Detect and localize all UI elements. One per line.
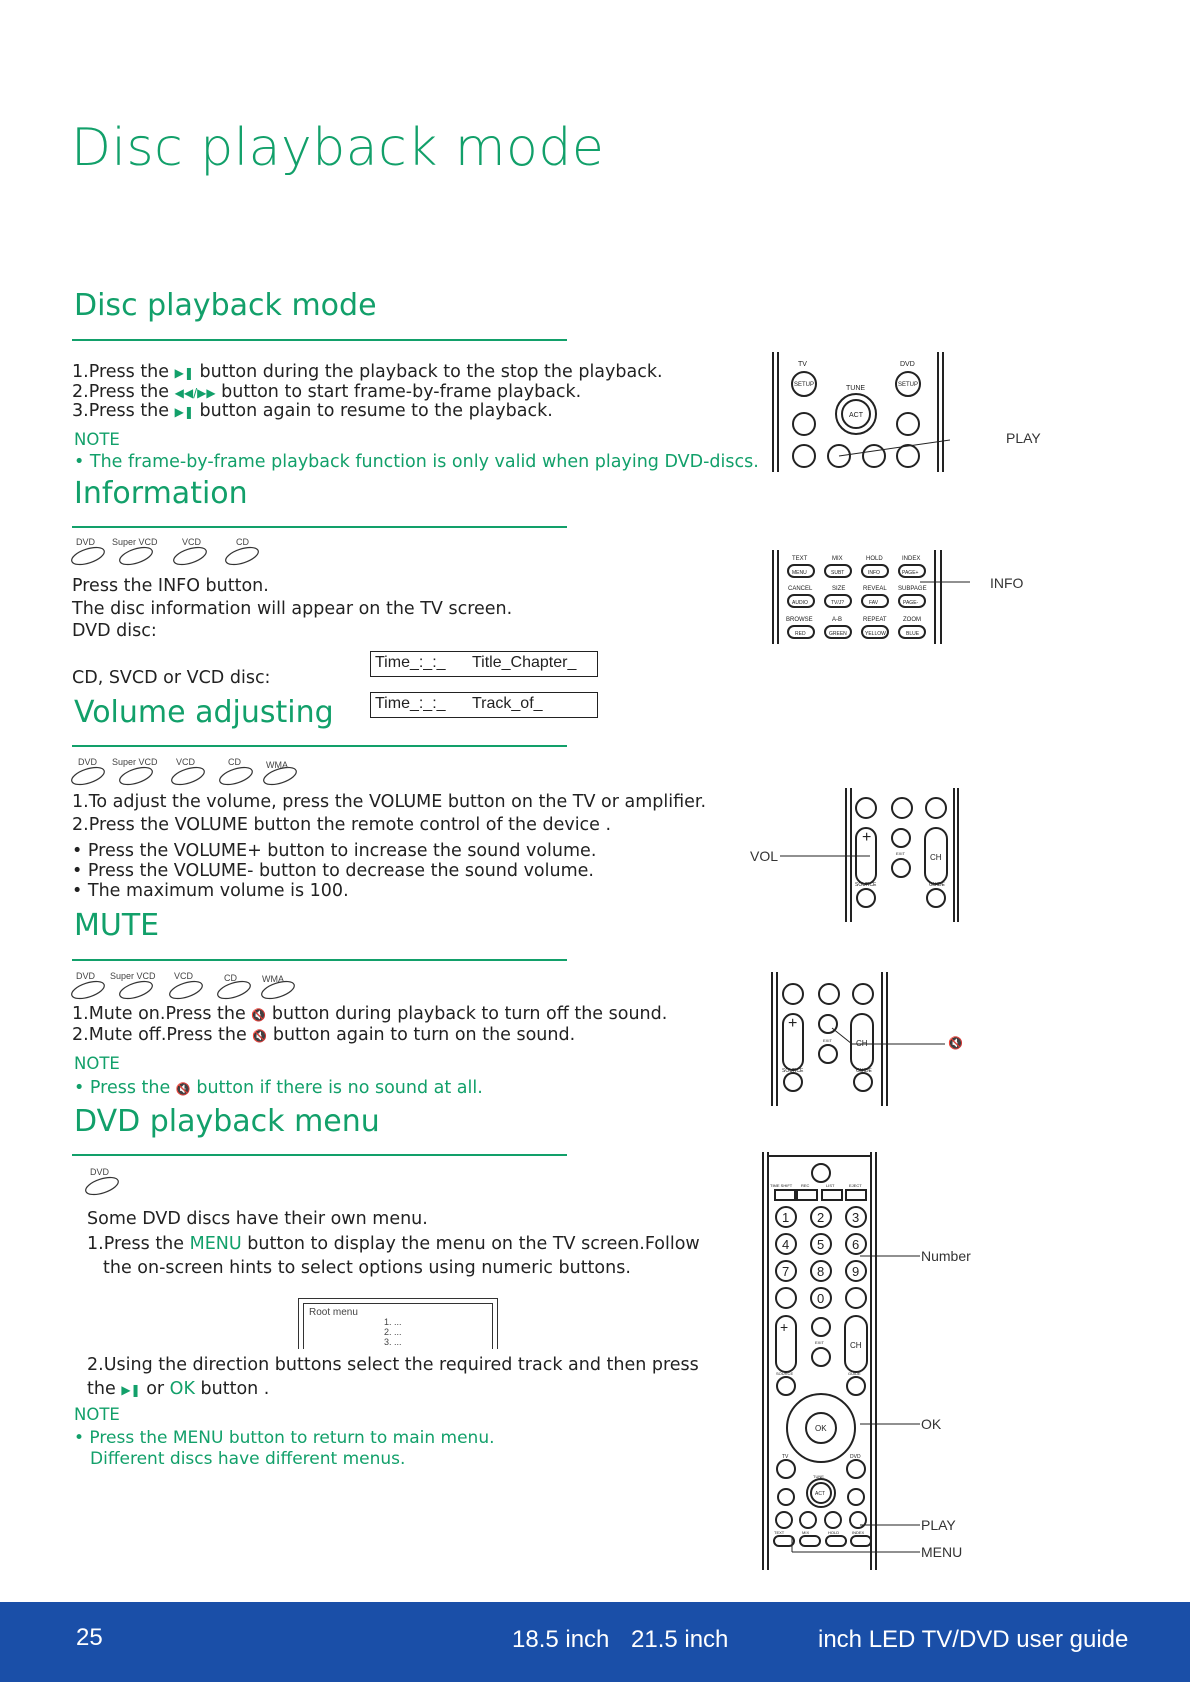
remote-text: RED <box>795 631 806 637</box>
vol-plus-icon: + <box>862 829 872 846</box>
source-button <box>777 1377 795 1395</box>
menu-line-4: 2.Using the direction buttons select the required track and then press <box>87 1355 699 1375</box>
disc-type-icons <box>70 536 270 566</box>
callout-play-2: PLAY <box>921 1517 956 1533</box>
remote-text: GREEN <box>829 631 847 637</box>
volume-line-2: 2.Press the VOLUME button the remote control of the device . <box>72 815 612 835</box>
disc-icon <box>170 764 207 786</box>
callout-line <box>839 440 950 456</box>
remote-text: REVEAL <box>863 586 887 592</box>
dvd-time: Time_:_:_ <box>375 654 446 671</box>
menu-line-3: the on-screen hints to select options using numeric buttons. <box>103 1258 631 1278</box>
menu-line-1: Some DVD discs have their own menu. <box>87 1209 428 1229</box>
remote-text: SETUP <box>898 382 919 388</box>
remote-text: EJECT <box>849 1183 862 1188</box>
disc-label-svcd: Super VCD <box>112 757 158 767</box>
mute-icon: 🔇 <box>251 1008 267 1022</box>
footer-bar <box>0 1602 1190 1682</box>
remote-playback-diagram <box>770 352 950 472</box>
digit-label: 9 <box>852 1264 860 1279</box>
ok-key-label: OK <box>169 1379 195 1399</box>
remote-text: REC <box>801 1183 810 1188</box>
menu-line-2: 1.Press the MENU button to display the menu on the TV screen.Follow <box>87 1234 700 1254</box>
disc-icon <box>84 1174 121 1196</box>
root-menu-item: 2. ... <box>384 1327 402 1337</box>
remote-text: TV <box>798 361 807 368</box>
callout-vol: VOL <box>750 848 779 864</box>
play-button <box>800 1512 816 1528</box>
section-heading-volume: Volume adjusting <box>74 695 334 730</box>
dvd-info-box <box>370 651 598 677</box>
full-remote-callouts <box>860 1250 930 1550</box>
disc-type-icons <box>70 970 310 1000</box>
section-rule <box>72 339 567 341</box>
source-button <box>857 889 875 907</box>
remote-text: CANCEL <box>788 586 813 592</box>
info-line-2: The disc information will appear on the TV screen. <box>72 599 513 619</box>
remote-volume-diagram <box>780 788 960 923</box>
remote-text: SETUP <box>794 382 815 388</box>
callout-play: PLAY <box>1006 430 1041 446</box>
disc-type-icons <box>80 1166 140 1196</box>
menu-line-5: the ▶❚ or OK button . <box>87 1379 270 1399</box>
callout-mute-icon: 🔇 <box>948 1036 963 1050</box>
digit-label: 0 <box>817 1291 825 1306</box>
section-rule <box>72 526 567 528</box>
disc-icon <box>224 544 261 566</box>
stop-button <box>825 1512 841 1528</box>
remote-text: TUNE <box>846 385 866 392</box>
recall-button <box>783 984 803 1004</box>
playback-step-3: 3.Press the ▶❚ button again to resume to the playback. <box>72 401 553 421</box>
remote-text: DVD <box>850 1454 861 1460</box>
footer-size-b: 21.5 inch <box>631 1626 729 1653</box>
exit-button <box>892 859 910 877</box>
disc-icon <box>168 978 205 1000</box>
remote-text: ACT <box>849 412 863 419</box>
disc-label-dvd: DVD <box>90 1167 110 1177</box>
forward-button <box>897 445 919 467</box>
section-heading-playback: Disc playback mode <box>74 288 377 323</box>
play-pause-icon: ▶❚ <box>121 1383 141 1397</box>
play-pause-icon: ▶❚ <box>174 405 194 419</box>
remote-text: SIZE <box>832 586 846 592</box>
remote-text: EXIT <box>815 1340 824 1345</box>
mute-line-1: 1.Mute on.Press the 🔇 button during playback to turn off the sound. <box>72 1004 668 1024</box>
frame-step-icon: ◀◀/▶▶ <box>174 386 216 400</box>
cd-track: Track_of_ <box>472 695 543 712</box>
remote-text: BROWSE <box>786 617 813 623</box>
vol-plus-icon: + <box>780 1319 789 1335</box>
remote-text: TV <box>782 1454 789 1460</box>
menu-note-line-2: Different discs have different menus. <box>90 1449 406 1469</box>
remote-text: FAV <box>869 600 879 606</box>
exit-button <box>812 1348 830 1366</box>
remote-text: GUIDE <box>848 1371 861 1376</box>
root-menu-item: 3. ... <box>384 1337 402 1347</box>
remote-text: GUIDE <box>856 1068 872 1074</box>
remote-text: EXIT <box>896 851 905 856</box>
disc-label-dvd: DVD <box>76 537 96 547</box>
remote-text: SUBT <box>831 570 845 576</box>
section-heading-mute: MUTE <box>74 908 160 943</box>
disc-label-vcd: VCD <box>174 971 194 981</box>
setup-tv-button <box>777 1460 795 1478</box>
digit-label: 4 <box>782 1237 790 1252</box>
remote-text: INDEX <box>852 1530 865 1535</box>
stop-button <box>863 445 885 467</box>
note-label: NOTE <box>74 1054 120 1073</box>
remote-text: ZOOM <box>903 617 921 623</box>
disc-label-cd: CD <box>224 973 237 983</box>
remote-text: LIST <box>826 1183 835 1188</box>
remote-text: MIX <box>832 556 843 562</box>
remote-text: SUBPAGE <box>898 586 927 592</box>
disc-icon <box>118 544 155 566</box>
recall-button <box>776 1288 796 1308</box>
vol-plus-icon: + <box>788 1015 798 1032</box>
section-heading-information: Information <box>74 476 248 511</box>
remote-text: INDEX <box>902 556 921 562</box>
section-rule <box>72 1154 567 1156</box>
remote-text: HOLD <box>866 556 883 562</box>
info-line-4: CD, SVCD or VCD disc: <box>72 668 271 688</box>
callout-menu: MENU <box>921 1544 963 1560</box>
exit-button <box>819 1045 837 1063</box>
play-pause-icon: ▶❚ <box>174 366 194 380</box>
root-menu-screen <box>298 1298 498 1349</box>
channel-button <box>853 984 873 1004</box>
disc-label-cd: CD <box>236 537 249 547</box>
remote-text: PAGE+ <box>902 570 919 576</box>
dvd-title-chapter: Title_Chapter_ <box>472 654 577 671</box>
mute-button <box>892 829 910 847</box>
digit-0-button <box>892 798 912 818</box>
info-line-1: Press the INFO button. <box>72 576 269 596</box>
power-button <box>812 1164 830 1182</box>
remote-text: HOLD <box>828 1530 840 1535</box>
callout-ok: OK <box>921 1416 942 1432</box>
digit-label: 5 <box>817 1237 825 1252</box>
remote-text: TV/J? <box>831 600 845 606</box>
disc-label-wma: WMA <box>262 974 284 984</box>
menu-callout <box>790 1536 920 1556</box>
digit-label: 6 <box>852 1237 860 1252</box>
disc-icon <box>70 978 106 1000</box>
section-rule <box>72 745 567 747</box>
eject-button <box>846 1190 866 1200</box>
recall-button <box>856 798 876 818</box>
time-shift-button <box>775 1190 795 1200</box>
volume-bullet-2: • Press the VOLUME- button to decrease the sound volume. <box>72 861 594 881</box>
remote-text: CH <box>850 1341 862 1350</box>
root-menu-title: Root menu <box>309 1307 358 1318</box>
remote-mute-diagram <box>770 972 950 1107</box>
remote-text: ACT <box>815 1491 825 1497</box>
rewind-button <box>793 445 815 467</box>
disc-label-dvd: DVD <box>76 971 96 981</box>
menu-key-label: MENU <box>189 1234 242 1254</box>
prev-button <box>778 1489 794 1505</box>
root-menu-items <box>384 1317 402 1347</box>
page-number: 25 <box>76 1624 103 1651</box>
remote-text: REPEAT <box>863 617 887 623</box>
guide-button <box>927 889 945 907</box>
disc-label-vcd: VCD <box>176 757 196 767</box>
remote-text: YELLOW <box>865 631 886 637</box>
remote-text: SOURCE <box>782 1068 804 1074</box>
disc-label-wma: WMA <box>266 760 288 770</box>
volume-line-1: 1.To adjust the volume, press the VOLUME button on the TV or amplifier. <box>72 792 707 812</box>
disc-label-cd: CD <box>228 757 241 767</box>
mute-icon: 🔇 <box>252 1029 268 1043</box>
remote-text: INFO <box>868 570 880 576</box>
page-title: Disc playback mode <box>71 118 605 178</box>
section-heading-dvd-menu: DVD playback menu <box>74 1104 380 1139</box>
remote-text: SOURCE <box>776 1371 794 1376</box>
remote-text: TEXT <box>792 556 808 562</box>
mute-button <box>812 1318 830 1336</box>
note-label: NOTE <box>74 430 120 449</box>
rewind-button <box>776 1512 792 1528</box>
remote-text: SOURCE <box>855 882 877 888</box>
remote-text: TUNE <box>813 1474 824 1479</box>
channel-button <box>926 798 946 818</box>
remote-text: OK <box>815 1424 827 1433</box>
disc-label-dvd: DVD <box>78 757 98 767</box>
remote-text: BLUE <box>906 631 920 637</box>
digit-label: 7 <box>782 1264 790 1279</box>
note-text: • The frame-by-frame playback function is only valid when playing DVD-discs. <box>74 452 759 472</box>
note-label: NOTE <box>74 1405 120 1424</box>
root-menu-item: 1. ... <box>384 1317 402 1327</box>
digit-label: 3 <box>852 1210 860 1225</box>
volume-bullet-1: • Press the VOLUME+ button to increase the sound volume. <box>72 841 597 861</box>
disc-icon <box>118 978 155 1000</box>
playback-step-2: 2.Press the ◀◀/▶▶ button to start frame-by-frame playback. <box>72 382 582 402</box>
next-button <box>897 413 919 435</box>
disc-icon <box>70 764 106 786</box>
digit-label: 8 <box>817 1264 825 1279</box>
remote-text: MIX <box>802 1530 810 1535</box>
disc-type-icons <box>70 756 310 786</box>
playback-step-1: 1.Press the ▶❚ button during the playback to the stop the playback. <box>72 362 663 382</box>
digit-0-button <box>819 984 839 1004</box>
mute-note-text: • Press the 🔇 button if there is no sound at all. <box>74 1078 483 1098</box>
cd-time: Time_:_:_ <box>375 695 446 712</box>
remote-text: CH <box>856 1039 868 1048</box>
list-button <box>822 1190 842 1200</box>
remote-text: GUIDE <box>929 882 945 888</box>
remote-text: PAGE- <box>903 600 919 606</box>
disc-icon <box>172 544 209 566</box>
footer-guide-title: inch LED TV/DVD user guide <box>818 1626 1129 1653</box>
guide-button <box>854 1073 872 1091</box>
disc-label-svcd: Super VCD <box>112 537 158 547</box>
remote-text: CH <box>930 853 942 862</box>
mute-line-2: 2.Mute off.Press the 🔇 button again to turn on the sound. <box>72 1025 576 1045</box>
remote-text: AUDIO <box>792 600 808 606</box>
menu-note-line-1: • Press the MENU button to return to main menu. <box>74 1428 495 1448</box>
prev-button <box>793 413 815 435</box>
mute-icon: 🔇 <box>175 1082 191 1096</box>
callout-line <box>832 1028 852 1044</box>
volume-bullet-3: • The maximum volume is 100. <box>72 881 349 901</box>
digit-label: 1 <box>782 1210 790 1225</box>
remote-info-diagram <box>770 550 970 645</box>
callout-number: Number <box>921 1248 971 1264</box>
remote-text: DVD <box>900 361 915 368</box>
info-line-3: DVD disc: <box>72 621 157 641</box>
disc-icon <box>118 764 155 786</box>
source-button <box>784 1073 802 1091</box>
callout-info: INFO <box>990 575 1024 591</box>
disc-label-svcd: Super VCD <box>110 971 156 981</box>
digit-label: 2 <box>817 1210 825 1225</box>
footer-size-a: 18.5 inch <box>512 1626 610 1653</box>
remote-text: MENU <box>792 570 807 576</box>
rec-button <box>797 1190 817 1200</box>
remote-text: EXIT <box>823 1038 832 1043</box>
disc-label-vcd: VCD <box>182 537 202 547</box>
remote-text: TIME SHIFT <box>770 1183 793 1188</box>
cd-info-box <box>370 692 598 718</box>
section-rule <box>72 959 567 961</box>
disc-icon <box>218 764 255 786</box>
remote-text: TEXT <box>774 1530 785 1535</box>
disc-icon <box>70 544 106 566</box>
remote-text: A-B <box>832 617 843 623</box>
